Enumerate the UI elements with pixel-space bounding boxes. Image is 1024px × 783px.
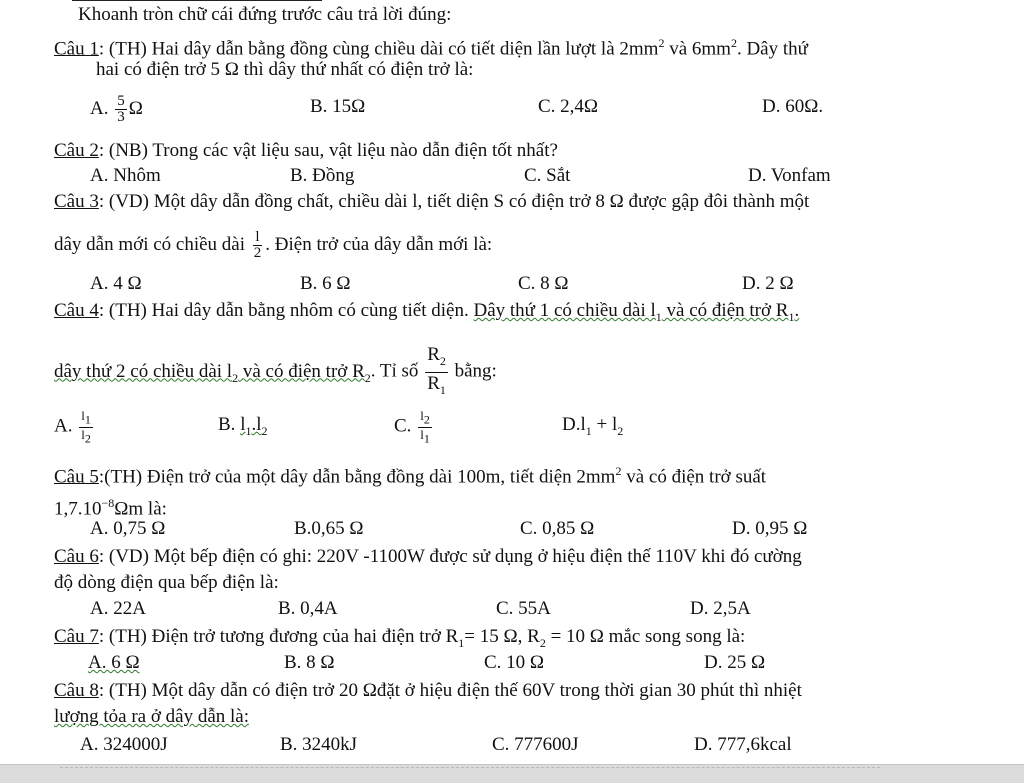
q3-option-c[interactable]: C. 8 Ω	[518, 273, 569, 294]
q5-option-c[interactable]: C. 0,85 Ω	[520, 518, 595, 539]
question-8-line-2: lượng tỏa ra ở dây dẫn là:	[54, 706, 250, 727]
q8-option-b[interactable]: B. 3240kJ	[280, 734, 358, 755]
q7-option-a[interactable]: A. 6 Ω	[88, 652, 140, 673]
question-3-label: Câu 3	[54, 191, 99, 212]
question-2-line-1: Câu 2: (NB) Trong các vật liệu sau, vật liệu nào dẫn điện tốt nhất?	[54, 140, 558, 161]
top-rule	[72, 0, 322, 1]
q4-ratio-fraction: $\frac{R_2}{R_1}$	[427, 344, 446, 397]
q2-option-b[interactable]: B. Đồng	[290, 165, 355, 186]
q4-option-a[interactable]: A. $\frac{l_1}{l_2}$	[54, 408, 91, 446]
question-1-line-2: hai có điện trở 5 Ω thì dây thứ nhất có điện trở là:	[96, 59, 474, 80]
q6-option-c[interactable]: C. 55A	[496, 598, 551, 619]
question-4-line-2: dây thứ 2 có chiều dài $l_2$ và có điện trở $R_2$. Tỉ số $\frac{R_2}{R_1}$ bằng:	[54, 344, 497, 401]
q8-option-c[interactable]: C. 777600J	[492, 734, 579, 755]
q7-option-b[interactable]: B. 8 Ω	[284, 652, 335, 673]
question-1-label: Câu 1	[54, 38, 99, 60]
q1-option-b[interactable]: B. 15Ω	[310, 96, 366, 117]
question-2-label: Câu 2	[54, 140, 99, 161]
q8-option-a[interactable]: A. 324000J	[80, 734, 168, 755]
window-bottom-bar	[0, 764, 1024, 783]
q4-option-c-fraction: $\frac{l_2}{l_1}$	[420, 408, 430, 446]
q3-option-a[interactable]: A. 4 Ω	[90, 273, 142, 294]
q2-option-a[interactable]: A. Nhôm	[90, 165, 161, 186]
question-5-line-2: $1,7.10^{-8}\Omega m$ là:	[54, 496, 167, 520]
instruction: Khoanh tròn chữ cái đứng trước câu trả lời đúng:	[78, 4, 452, 25]
q2-option-d[interactable]: D. Vonfam	[748, 165, 831, 186]
question-1-line-1: Câu 1: (TH) Hai dây dẫn bằng đồng cùng chiều dài có tiết diện lần lượt là $2mm^2$ và $6mm^2$. Dây thứ	[54, 36, 808, 60]
cut-off-next-line	[60, 767, 880, 778]
q7-option-c[interactable]: C. 10 Ω	[484, 652, 545, 673]
q5-option-a[interactable]: A. 0,75 Ω	[90, 518, 166, 539]
q4-option-c[interactable]: C. $\frac{l_2}{l_1}$	[394, 408, 430, 446]
q3-length-fraction: $\frac{l}{2}$	[253, 229, 262, 261]
question-4-label: Câu 4	[54, 300, 99, 321]
q3-option-d[interactable]: D. 2 Ω	[742, 273, 794, 294]
question-7-line-1: Câu 7: (TH) Điện trở tương đương của hai điện trở $R_1= 15$ Ω, $R_2 = 10$ Ω mắc song song là:	[54, 626, 746, 650]
q6-option-d[interactable]: D. 2,5A	[690, 598, 751, 619]
q8-option-d[interactable]: D. 777,6kcal	[694, 734, 792, 755]
q1-option-a-fraction: $\frac{5}{3}$	[117, 93, 125, 125]
question-7-label: Câu 7	[54, 626, 99, 647]
question-5-label: Câu 5	[54, 466, 99, 488]
question-4-line-1: Câu 4: (TH) Hai dây dẫn bằng nhôm có cùng tiết diện. Dây thứ 1 có chiều dài $l_1$ và có điện trở $R_1$.	[54, 300, 800, 324]
q4-option-b[interactable]: B. $l_1.l_2$	[218, 414, 268, 438]
q4-option-a-fraction: $\frac{l_1}{l_2}$	[81, 408, 91, 446]
q6-option-b[interactable]: B. 0,4A	[278, 598, 338, 619]
q4-option-d[interactable]: $D.l_1 + l_2$	[562, 414, 624, 438]
question-8-line-1: Câu 8: (TH) Một dây dẫn có điện trở 20 Ωđặt ở hiệu điện thế 60V trong thời gian 30 phút thì nhiệt	[54, 680, 802, 701]
q1-option-c[interactable]: C. 2,4Ω	[538, 96, 599, 117]
q2-option-c[interactable]: C. Sắt	[524, 165, 571, 186]
question-3-line-2: dây dẫn mới có chiều dài $\frac{l}{2}$ . Điện trở của dây dẫn mới là:	[54, 229, 493, 261]
question-8-label: Câu 8	[54, 680, 99, 701]
q1-option-d[interactable]: D. 60Ω.	[762, 96, 824, 117]
question-5-line-1: Câu 5:(TH) Điện trở của một dây dẫn bằng đồng dài 100m, tiết diện $2mm^2$ và có điện trở suất	[54, 464, 767, 488]
question-6-line-1: Câu 6: (VD) Một bếp điện có ghi: 220V -1100W được sử dụng ở hiệu điện thế 110V khi đó cường	[54, 546, 802, 567]
question-6-label: Câu 6	[54, 546, 99, 567]
q5-option-d[interactable]: D. 0,95 Ω	[732, 518, 808, 539]
q7-option-d[interactable]: D. 25 Ω	[704, 652, 766, 673]
q6-option-a[interactable]: A. 22A	[90, 598, 146, 619]
q1-option-a[interactable]: A. $\frac{5}{3}$ Ω	[90, 93, 143, 125]
question-6-line-2: độ dòng điện qua bếp điện là:	[54, 572, 279, 593]
question-3-line-1: Câu 3: (VD) Một dây dẫn đồng chất, chiều dài l, tiết diện S có điện trở 8 Ω được gập đôi thành một	[54, 191, 810, 212]
q3-option-b[interactable]: B. 6 Ω	[300, 273, 351, 294]
q5-option-b[interactable]: B.0,65 Ω	[294, 518, 364, 539]
